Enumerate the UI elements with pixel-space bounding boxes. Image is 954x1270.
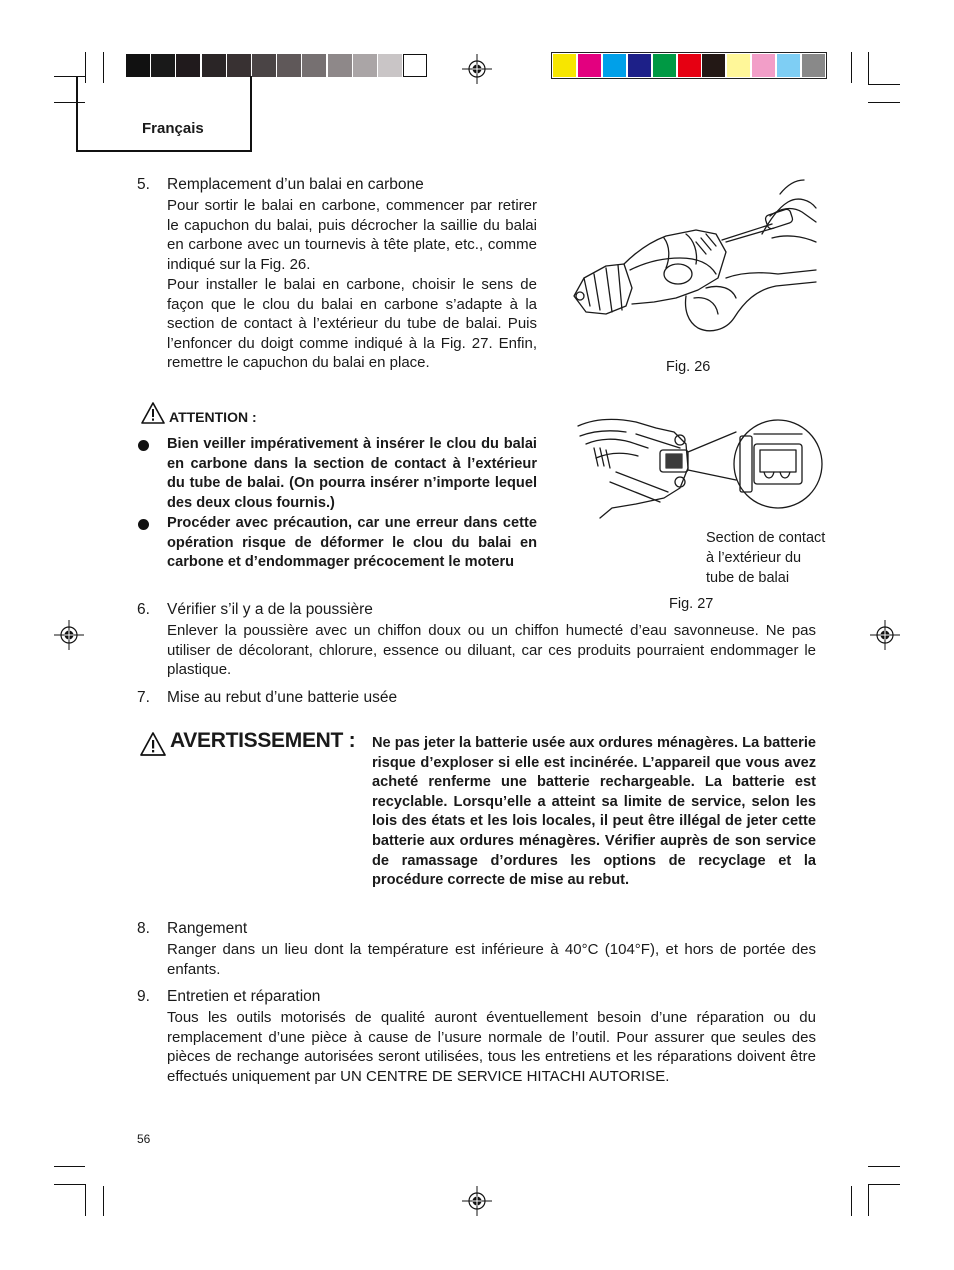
warning-triangle-icon bbox=[140, 732, 166, 756]
grayscale-swatch bbox=[403, 54, 427, 77]
color-swatch bbox=[702, 54, 725, 77]
caution-triangle-icon bbox=[141, 402, 165, 424]
fig-27-brush-illustration bbox=[576, 408, 826, 526]
grayscale-swatch bbox=[353, 54, 377, 77]
section-9-title: Entretien et réparation bbox=[167, 988, 321, 1005]
fig-27-callout-line-2: à l’extérieur du bbox=[706, 550, 802, 566]
section-7-number: 7. bbox=[137, 689, 150, 706]
grayscale-swatch bbox=[227, 54, 251, 77]
grayscale-swatch bbox=[252, 54, 276, 77]
grayscale-swatch bbox=[151, 54, 175, 77]
color-swatch bbox=[628, 54, 651, 77]
section-8-number: 8. bbox=[137, 920, 150, 937]
attention-bullet-1: Bien veiller impérativement à insérer le clou du balai en carbone dans la section de contact à l’extérieur du tube de balai. (On pourra insérer n’importe lequel des deux clous fournis.) bbox=[167, 436, 537, 511]
section-5-paragraph-1: Pour sortir le balai en carbone, commencer par retirer le capuchon du balai, puis décrocher la saillie du balai en carbone avec un tournevis à tête plate, etc., comme indiqué sur la Fig. 26. bbox=[167, 197, 537, 273]
grayscale-swatch bbox=[176, 54, 200, 77]
color-swatch bbox=[752, 54, 775, 77]
fig-27-callout-line-1: Section de contact bbox=[706, 530, 826, 546]
fig-27-callout-line-3: tube de balai bbox=[706, 570, 790, 586]
color-swatch bbox=[578, 54, 601, 77]
fig-27-caption: Fig. 27 bbox=[669, 596, 714, 612]
grayscale-swatch bbox=[378, 54, 402, 77]
section-5-number: 5. bbox=[137, 176, 150, 193]
attention-bullet-2-icon bbox=[138, 519, 149, 530]
color-swatch bbox=[777, 54, 800, 77]
grayscale-swatch bbox=[126, 54, 150, 77]
registration-mark-top-icon bbox=[462, 54, 492, 84]
section-9-paragraph: Tous les outils motorisés de qualité auront éventuellement besoin d’une réparation ou du remplacement d’une pièce à cause de l’usure normale de l’outil. Pour assurer que seules des pièces de rechange autorisées seront utilisées, tous les entretiens et les réparations doivent être effectués uniquement par UN CENTRE DE SERVICE HITACHI AUTORISE. bbox=[167, 1009, 816, 1085]
color-swatch bbox=[727, 54, 750, 77]
grayscale-swatch bbox=[277, 54, 301, 77]
registration-mark-right-icon bbox=[870, 620, 900, 650]
color-swatch bbox=[603, 54, 626, 77]
grayscale-swatch bbox=[328, 54, 352, 77]
section-5-title: Remplacement d’un balai en carbone bbox=[167, 176, 424, 193]
attention-bullet-1-icon bbox=[138, 440, 149, 451]
language-tab bbox=[76, 76, 252, 152]
warning-text: Ne pas jeter la batterie usée aux ordures ménagères. La batterie risque d’exploser si elle est incinérée. L’appareil que vous avez acheté renferme une batterie rechargeable. La batterie est recyclable. Lorsqu’elle a atteint sa limite de service, selon les lois des états et les lois locales, il peut être illégal de jeter cette batterie aux ordures ménagères. Vérifier auprès de son service de ramassage d’ordures les options de recyclage et la procédure correcte de mise au rebut. bbox=[372, 735, 816, 889]
attention-label: ATTENTION : bbox=[169, 409, 257, 425]
grayscale-swatch bbox=[302, 54, 326, 77]
section-9-number: 9. bbox=[137, 988, 150, 1005]
fig-26-drill-illustration bbox=[566, 178, 822, 348]
color-calibration-bar bbox=[551, 52, 827, 79]
section-8-paragraph: Ranger dans un lieu dont la température est inférieure à 40°C (104°F), et hors de portée des enfants. bbox=[167, 941, 816, 978]
registration-mark-left-icon bbox=[54, 620, 84, 650]
section-5-paragraph-2: Pour installer le balai en carbone, choisir le sens de façon que le clou du balai en carbone s’adapte à la section de contact à l’extérieur du tube de balai. Puis l’enfoncer du doigt comme indiqué à la Fig. 27. Enfin, remettre le capuchon du balai en place. bbox=[167, 276, 537, 372]
section-6-paragraph: Enlever la poussière avec un chiffon doux ou un chiffon humecté d’eau savonneuse. Ne pas utiliser de décolorant, chlorure, essence ou diluant, car ces produits pourraient endommager le plastique. bbox=[167, 622, 816, 679]
fig-26-caption: Fig. 26 bbox=[666, 359, 711, 375]
color-swatch bbox=[802, 54, 825, 77]
language-label: Français bbox=[142, 120, 204, 137]
warning-label: AVERTISSEMENT : bbox=[170, 729, 356, 752]
grayscale-swatch bbox=[202, 54, 226, 77]
color-swatch bbox=[553, 54, 576, 77]
registration-mark-bottom-icon bbox=[462, 1186, 492, 1216]
section-8-title: Rangement bbox=[167, 920, 248, 937]
color-swatch bbox=[678, 54, 701, 77]
section-6-title: Vérifier s’il y a de la poussière bbox=[167, 601, 373, 618]
section-7-title: Mise au rebut d’une batterie usée bbox=[167, 689, 398, 706]
section-6-number: 6. bbox=[137, 601, 150, 618]
color-swatch bbox=[653, 54, 676, 77]
attention-bullet-2: Procéder avec précaution, car une erreur dans cette opération risque de déformer le clou du balai en carbone et d’endommager précocement le moteru bbox=[167, 515, 537, 571]
page-number: 56 bbox=[137, 1132, 151, 1146]
